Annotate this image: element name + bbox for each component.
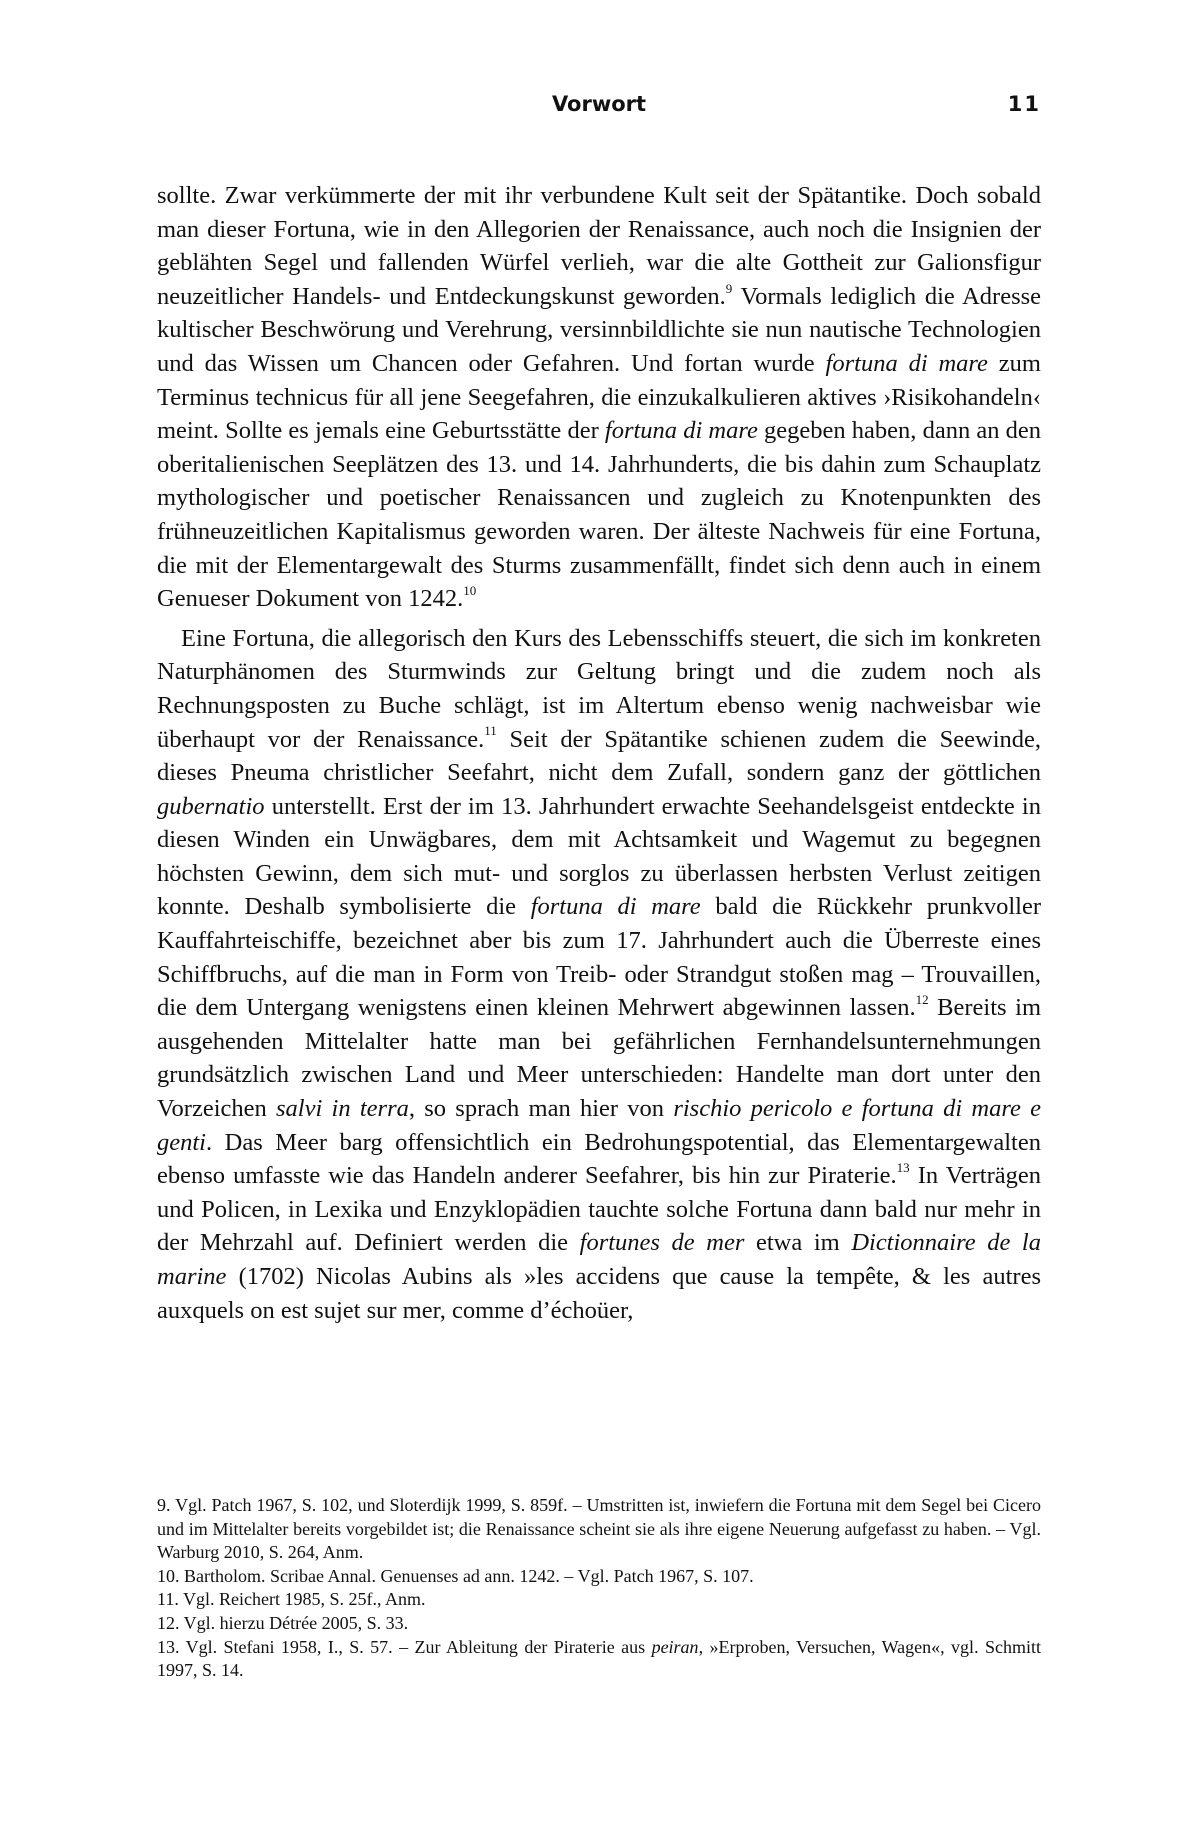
text-run: . Das Meer barg offensichtlich ein Bedrohungspotential, das Elementargewalten ebenso umfasste wie das Handeln anderer Seefahrer, bis hin zur Piraterie. [157, 1128, 1041, 1190]
italic-term: fortuna di mare [604, 417, 758, 445]
footnote-11 [157, 1588, 1041, 1612]
footnote-ref: 10 [463, 582, 477, 598]
footnote-13 [157, 1636, 1041, 1683]
text-run: (1702) Nicolas Aubins als »les accidens que cause la tempête, & les autres auxquels on est sujet sur mer, comme d’échoüer, [157, 1263, 1041, 1324]
footnote-ref: 12 [915, 992, 929, 1008]
footnote-9 [157, 1494, 1041, 1565]
text-run: etwa im [744, 1229, 852, 1257]
text-run: 13. Vgl. Stefani 1958, I., S. 57. – Zur Ableitung der Piraterie aus [157, 1636, 652, 1657]
running-title: Vorwort [551, 92, 647, 116]
paragraph-2 [157, 622, 1041, 1327]
italic-term: fortuna di mare [825, 349, 988, 377]
text-run: , »Erproben, Versuchen, Wagen«, vgl. Schmitt 1997, S. 14. [157, 1636, 1041, 1681]
page-number: 11 [1007, 92, 1041, 116]
text-run: Vormals lediglich die Adresse kultischer Beschwörung und Verehrung, versinnbildlichte sie nun nautische Technologien und das Wissen um Chancen oder Gefahren. Und fortan wurde [157, 282, 1042, 377]
italic-term: fortunes de mer [579, 1229, 745, 1257]
footnote-ref: 13 [896, 1160, 910, 1176]
text-run: 10. Bartholom. Scribae Annal. Genuenses ad ann. 1242. – Vgl. Patch 1967, S. 107. [157, 1565, 754, 1586]
text-run: , so sprach man hier von [408, 1095, 674, 1123]
italic-term: fortuna di mare [530, 893, 701, 921]
text-run: bald die Rückkehr prunkvoller Kauffahrteischiffe, bezeichnet aber bis zum 17. Jahrhundert auch die Überreste eines Schiffbruchs, auf die man in Form von Treib- oder Strandgut stoßen mag – Trouvaillen, die dem Untergang wenigstens einen kleinen Mehrwert abgewinnen lassen. [157, 893, 1041, 1022]
main-text [157, 179, 1041, 1327]
text-run: 11. Vgl. Reichert 1985, S. 25f., Anm. [157, 1589, 426, 1610]
text-run: 12. Vgl. hierzu Détrée 2005, S. 33. [157, 1612, 409, 1633]
italic-term: Dictionnaire de la marine [157, 1229, 1041, 1290]
text-run: Eine Fortuna, die allegorisch den Kurs des Lebensschiffs steuert, die sich im konkreten Naturphänomen des Sturmwinds zur Geltung bringt und die zudem noch als Rechnungsposten zu Buche schlägt, ist im Altertum ebenso wenig nachweisbar wie überhaupt vor der Renaissance. [157, 624, 1041, 753]
footnote-ref: 11 [484, 723, 497, 739]
text-run: zum Terminus technicus für all jene Seegefahren, die einzukalkulieren aktives ›Risikohandeln‹ meint. Sollte es jemals eine Geburtsstätte der [157, 349, 1041, 445]
italic-term: rischio pericolo e fortuna di mare e genti [157, 1095, 1041, 1156]
footnote-10 [157, 1565, 1041, 1589]
text-run: gegeben haben, dann an den oberitalienischen Seeplätzen des 13. und 14. Jahrhunderts, die bis dahin zum Schauplatz mythologischer und poetischer Renaissancen und zugleich zu Knotenpunkten des frühneuzeitlichen Kapitalismus geworden waren. Der älteste Nachweis für eine Fortuna, die mit der Elementargewalt des Sturms zusammenfällt, findet sich denn auch in einem Genueser Dokument von 1242. [157, 417, 1041, 613]
running-header [157, 88, 1041, 122]
text-run: In Verträgen und Policen, in Lexika und Enzyklopädien tauchte solche Fortuna dann bald nur mehr in der Mehrzahl auf. Definiert werden die [157, 1162, 1041, 1257]
text-run: unterstellt. Erst der im 13. Jahrhundert erwachte Seehandelsgeist entdeckte in diesen Winden ein Unwägbares, dem mit Achtsamkeit und Wagemut zu begegnen höchsten Gewinn, dem sich mut- und sorglos zu überlassen herbsten Verlust zeitigen konnte. Deshalb symbolisierte die [157, 792, 1041, 921]
italic-term: peiran [651, 1636, 699, 1657]
text-run: Bereits im ausgehenden Mittelalter hatte man bei gefährlichen Fernhandelsunternehmungen grundsätzlich zwischen Land und Meer unterschieden: Handelte man dort unter den Vorzeichen [157, 994, 1041, 1123]
footnotes [157, 1494, 1041, 1683]
italic-term: salvi in terra [276, 1095, 409, 1123]
italic-term: gubernatio [157, 792, 265, 820]
paragraph-1 [157, 179, 1041, 616]
footnote-12 [157, 1612, 1041, 1636]
text-run: sollte. Zwar verkümmerte der mit ihr verbundene Kult seit der Spätantike. Doch sobald man dieser Fortuna, wie in den Allegorien der Renaissance, auch noch die Insignien der geblähten Segel und fallenden Würfel verlieh, war die alte Gottheit zur Galionsfigur neuzeitlicher Handels- und Entdeckungskunst geworden. [157, 182, 1041, 310]
text-run: 9. Vgl. Patch 1967, S. 102, und Sloterdijk 1999, S. 859f. – Umstritten ist, inwiefern die Fortuna mit dem Segel bei Cicero und im Mittelalter bereits vorgebildet ist; die Renaissance scheint sie als ihre eigene Neuerung aufgefasst zu haben. – Vgl. Warburg 2010, S. 264, Anm. [157, 1495, 1041, 1563]
text-run: Seit der Spätantike schienen zudem die Seewinde, dieses Pneuma christlicher Seefahrt, nicht dem Zufall, sondern ganz der göttlichen [157, 725, 1041, 787]
footnote-ref: 9 [725, 280, 733, 296]
